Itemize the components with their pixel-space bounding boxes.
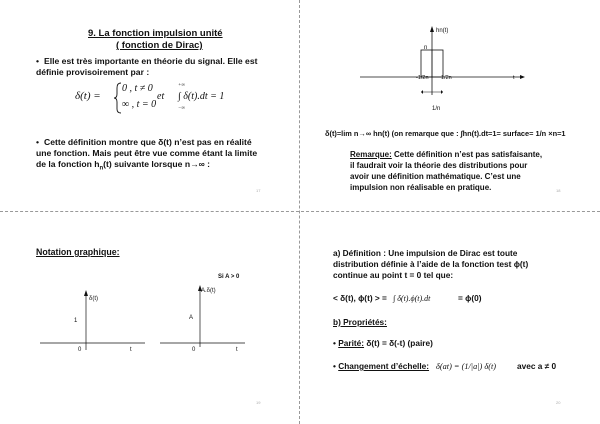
slide1-def-line3: de la fonction $h_n(t)$ suivante lorsque n→∞ : <box>36 159 211 172</box>
bullet: • <box>36 137 40 147</box>
page-number: 19 <box>256 400 261 405</box>
integral-equation: ∫ δ(t).dt = 1 <box>178 91 225 102</box>
g1-zero: 0 <box>78 347 82 353</box>
slide1-def-line1: Cette définition montre que δ(t) n’est pas en réalité <box>44 137 252 147</box>
parite-line: • Parité: δ(t) = δ(-t) (paire) <box>333 338 433 348</box>
page-number: 17 <box>256 188 261 193</box>
limit-formula: δ(t)=lim n→∞ hn(t) (on remarque que : ∫hn(t).dt=1= surface= 1/n ×n=1 <box>325 129 566 138</box>
page-number: 18 <box>556 188 561 193</box>
slide3-title: Notation graphique: <box>36 247 120 257</box>
slide1-intro-line2: définie provisoirement par : <box>36 67 150 77</box>
slide-divider-vertical <box>299 0 300 424</box>
integral-upper-bound: +∞ <box>178 83 185 88</box>
tick-neg: -1/2n <box>416 75 429 81</box>
et-text: et <box>157 91 165 102</box>
remarque-line4: impulsion non réalisable en pratique. <box>350 183 492 192</box>
bracket-rhs: = ϕ(0) <box>458 293 482 303</box>
remarque-line3: avoir une définition mathématique. C’est une <box>350 172 521 181</box>
page-number: 20 <box>556 400 561 405</box>
g2-t: t <box>236 347 238 353</box>
echelle-line: • Changement d’échelle: <box>333 361 430 371</box>
slide4-def-line1: a) Définition : Une impulsion de Dirac est toute <box>333 248 518 258</box>
slide4-def-line3: continue au point t = 0 tel que: <box>333 270 454 280</box>
remarque-line1: Remarque: Cette définition n’est pas satisfaisante, <box>350 150 543 159</box>
bracket-lhs: < δ(t), ϕ(t) > = <box>333 293 387 303</box>
slide1-title-line2: ( fonction de Dirac) <box>116 40 203 51</box>
g1-one: 1 <box>74 318 78 324</box>
hn-height-n: n <box>424 45 428 51</box>
remarque-line2: il faudrait voir la théorie des distributions pour <box>350 161 528 170</box>
slide1-intro-line1: Elle est très importante en théorie du signal. Elle est <box>44 56 258 66</box>
g1-label: δ(t) <box>89 296 99 302</box>
curly-brace <box>114 82 122 114</box>
delta-definition-lhs: δ(t) = <box>75 90 101 102</box>
case-2: ∞ , t = 0 <box>122 99 157 110</box>
case-1: 0 , t ≠ 0 <box>122 83 153 94</box>
props-label: b) Propriétés: <box>333 317 387 327</box>
echelle-formula: δ(at) = (1/|a|) δ(t) <box>436 362 497 371</box>
width-label: 1/n <box>432 106 441 112</box>
hn-ylabel: hn(t) <box>436 28 449 34</box>
g1-t: t <box>130 347 132 353</box>
bracket-integral: ∫ δ(t).ϕ(t).dt <box>393 294 431 303</box>
echelle-cond: avec a ≠ 0 <box>517 361 557 371</box>
slide1-def-line2: une fonction. Mais peut être vue comme étant la limite <box>36 148 258 158</box>
slide-divider-horizontal <box>0 211 600 212</box>
slide4-def-line2: distribution définie à l’aide de la fonction test ϕ(t) <box>333 259 529 269</box>
si-condition: Si A > 0 <box>218 274 240 280</box>
bullet: • <box>36 56 40 66</box>
integral-lower-bound: −∞ <box>178 106 185 111</box>
tick-pos: 1/2n <box>441 75 452 81</box>
g2-label: A.δ(t) <box>201 288 216 294</box>
axis-t: t <box>513 75 515 81</box>
slide1-title-line1: 9. La fonction impulsion unité <box>88 28 223 39</box>
g2-a: A <box>189 315 194 321</box>
g2-zero: 0 <box>192 347 196 353</box>
